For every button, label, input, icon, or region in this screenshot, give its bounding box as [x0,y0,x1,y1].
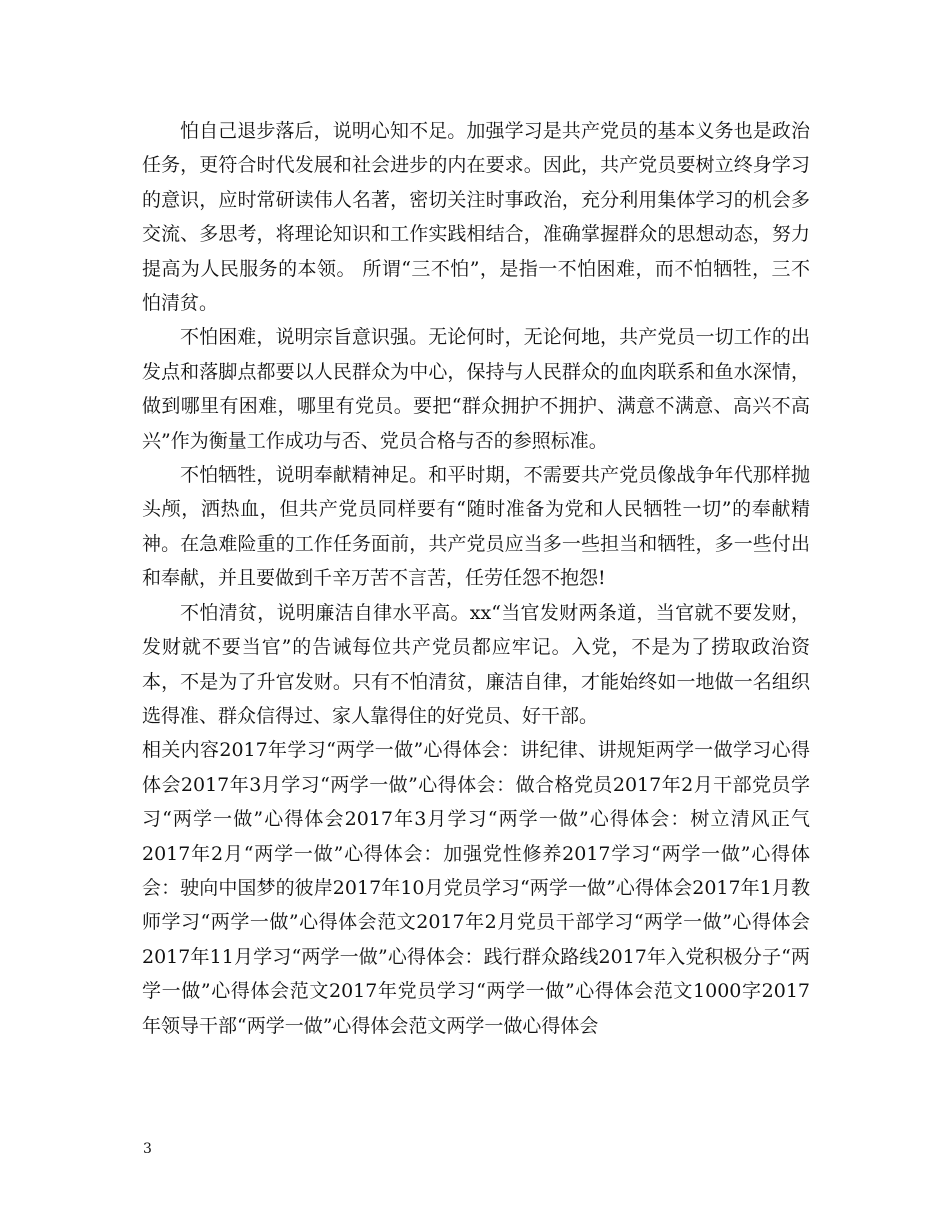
document-body [142,114,810,1043]
paragraph-study: 怕自己退步落后，说明心知不足。加强学习是共产党员的基本义务也是政治任务，更符合时代发展和社会进步的内在要求。因此，共产党员要树立终身学习的意识，应时常研读伟人名著，密切关注时事政治，充分利用集体学习的机会多交流、多思考，将理论知识和工作实践相结合，准确掌握群众的思想动态，努力提高为人民服务的本领。 所谓“三不怕”，是指一不怕困难，而不怕牺牲，三不怕清贫。 [142,120,810,315]
paragraph-not-afraid-of-poverty: 不怕清贫，说明廉洁自律水平高。xx“当官发财两条道，当官就不要发财，发财就不要当官”的告诫每位共产党员都应牢记。入党，不是为了捞取政治资本，不是为了升官发财。只有不怕清贫，廉洁自律，才能始终如一地做一名组织选得准、群众信得过、家人靠得住的好党员、好干部。 [142,601,810,727]
paragraph-not-afraid-of-sacrifice: 不怕牺牲，说明奉献精神足。和平时期，不需要共产党员像战争年代那样抛头颅，洒热血，但共产党员同样要有“随时准备为党和人民牺牲一切”的奉献精神。在急难险重的工作任务面前，共产党员应当多一些担当和牺牲，多一些付出和奉献，并且要做到千辛万苦不言苦，任劳任怨不抱怨! [142,464,810,590]
page-number: 3 [143,1141,152,1157]
related-content: 相关内容2017年学习“两学一做”心得体会：讲纪律、讲规矩两学一做学习心得体会2017年3月学习“两学一做”心得体会：做合格党员2017年2月干部党员学习“两学一做”心得体会2017年3月学习“两学一做”心得体会：树立清风正气2017年2月“两学一做”心得体会：加强党性修养2017学习“两学一做”心得体会：驶向中国梦的彼岸2017年10月党员学习“两学一做”心得体会2017年1月教师学习“两学一做”心得体会范文2017年2月党员干部学习“两学一做”心得体会2017年11月学习“两学一做”心得体会：践行群众路线2017年入党积极分子“两学一做”心得体会范文2017年党员学习“两学一做”心得体会范文1000字2017年领导干部“两学一做”心得体会范文两学一做心得体会 [142,739,810,1037]
paragraph-not-afraid-of-difficulty: 不怕困难，说明宗旨意识强。无论何时，无论何地，共产党员一切工作的出发点和落脚点都要以人民群众为中心，保持与人民群众的血肉联系和鱼水深情，做到哪里有困难，哪里有党员。要把“群众拥护不拥护、满意不满意、高兴不高兴”作为衡量工作成功与否、党员合格与否的参照标准。 [142,326,810,452]
